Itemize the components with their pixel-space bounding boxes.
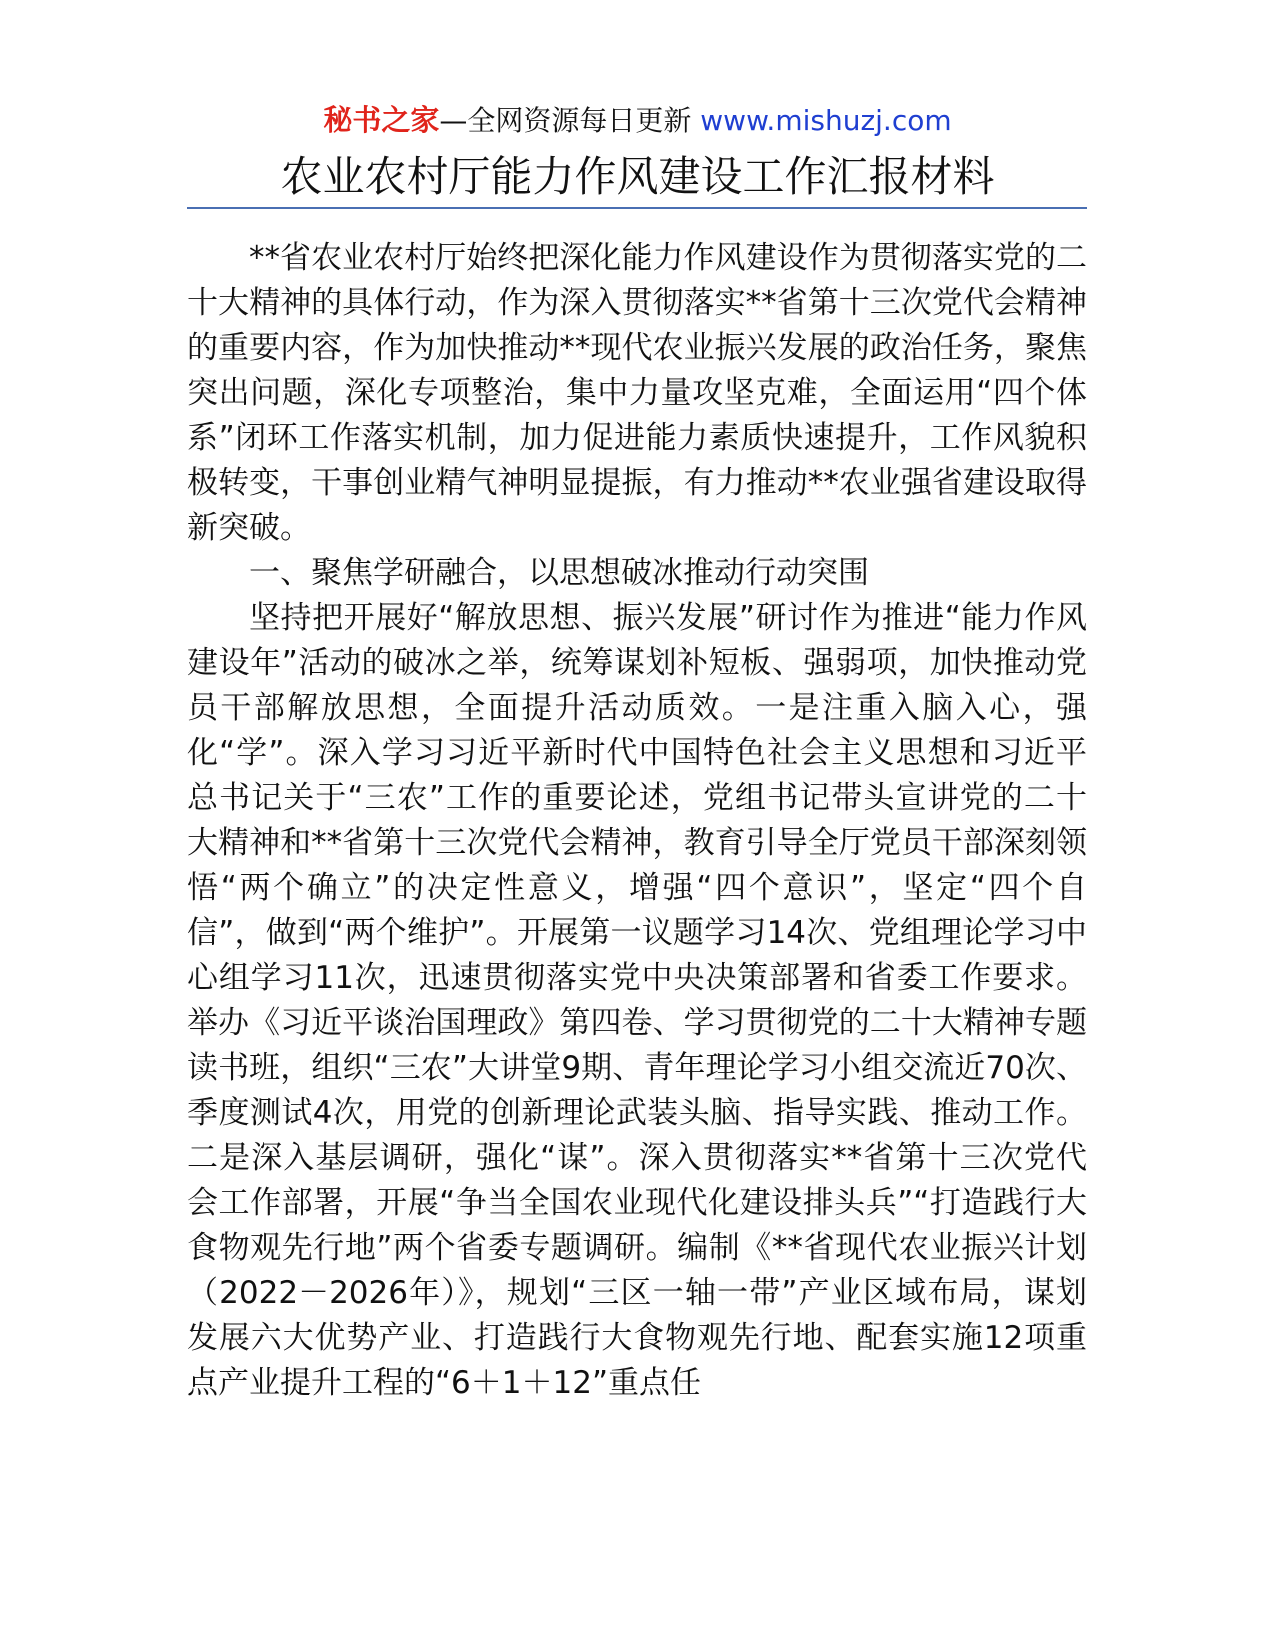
site-header [0, 100, 1275, 141]
site-brand: 秘书之家 [323, 103, 440, 137]
site-url-link[interactable]: www.mishuzj.com [700, 104, 952, 137]
document-body [187, 236, 1087, 1406]
site-tagline: —全网资源每日更新 [439, 104, 701, 137]
paragraph-intro: **省农业农村厅始终把深化能力作风建设作为贯彻落实党的二十大精神的具体行动，作为深入贯彻落实**省第十三次党代会精神的重要内容，作为加快推动**现代农业振兴发展的政治任务，聚焦突出问题，深化专项整治，集中力量攻坚克难，全面运用“四个体系”闭环工作落实机制，加力促进能力素质快速提升，工作风貌积极转变，干事创业精气神明显提振，有力推动**农业强省建设取得新突破。 [187, 240, 1087, 546]
document-title: 农业农村厅能力作风建设工作汇报材料 [280, 152, 995, 201]
section-heading-1: 一、聚焦学研融合，以思想破冰推动行动突围 [249, 555, 869, 591]
title-divider [187, 207, 1087, 209]
paragraph-section-1: 坚持把开展好“解放思想、振兴发展”研讨作为推进“能力作风建设年”活动的破冰之举，统筹谋划补短板、强弱项，加快推动党员干部解放思想，全面提升活动质效。一是注重入脑入心，强化“学”。深入学习习近平新时代中国特色社会主义思想和习近平总书记关于“三农”工作的重要论述，党组书记带头宣讲党的二十大精神和**省第十三次党代会精神，教育引导全厅党员干部深刻领悟“两个确立”的决定性意义，增强“四个意识”，坚定“四个自信”，做到“两个维护”。开展第一议题学习14次、党组理论学习中心组学习11次，迅速贯彻落实党中央决策部署和省委工作要求。举办《习近平谈治国理政》第四卷、学习贯彻党的二十大精神专题读书班，组织“三农”大讲堂9期、青年理论学习小组交流近70次、季度测试4次，用党的创新理论武装头脑、指导实践、推动工作。二是深入基层调研，强化“谋”。深入贯彻落实**省第十三次党代会工作部署，开展“争当全国农业现代化建设排头兵”“打造践行大食物观先行地”两个省委专题调研。编制《**省现代农业振兴计划（2022－2026年）》，规划“三区一轴一带”产业区域布局，谋划发展六大优势产业、打造践行大食物观先行地、配套实施12项重点产业提升工程的“6＋1＋12”重点任 [187, 600, 1087, 1401]
